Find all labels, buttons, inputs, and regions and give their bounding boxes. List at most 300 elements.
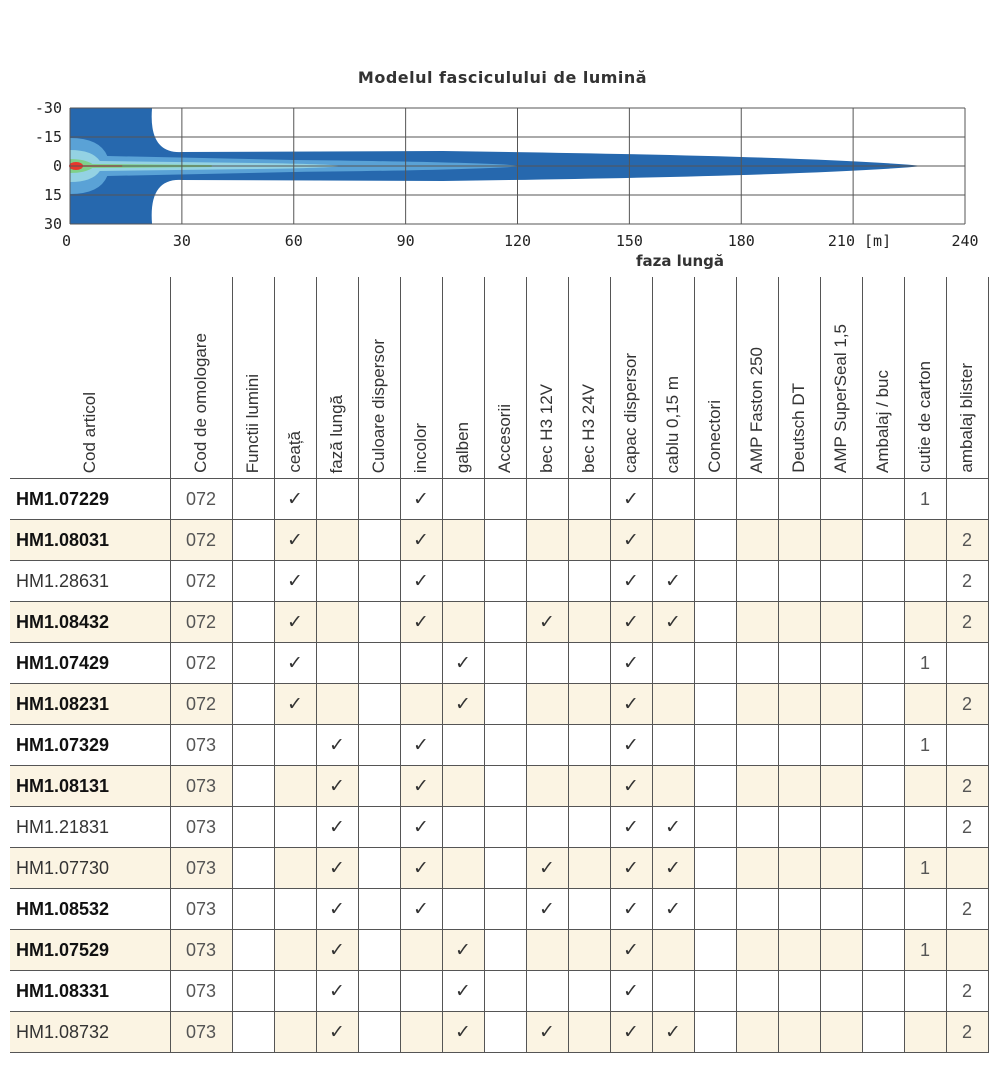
empty-cell (400, 930, 442, 971)
homologation-code: 073 (170, 971, 232, 1012)
empty-cell (568, 971, 610, 1012)
empty-cell (526, 561, 568, 602)
check-mark-icon: ✓ (652, 602, 694, 643)
empty-cell (778, 725, 820, 766)
empty-cell (568, 725, 610, 766)
empty-cell (736, 766, 778, 807)
check-mark-icon: ✓ (610, 520, 652, 561)
article-code: HM1.08432 (10, 602, 170, 643)
empty-cell (442, 561, 484, 602)
group-spacer-cell (358, 889, 400, 930)
empty-cell (946, 643, 988, 684)
y-tick-label: -15 (34, 128, 62, 146)
group-spacer-cell (862, 889, 904, 930)
group-spacer-cell (484, 1012, 526, 1053)
header-label: cutie de carton (915, 361, 934, 473)
group-spacer-cell (484, 602, 526, 643)
group-spacer-cell (862, 766, 904, 807)
package-quantity: 2 (946, 889, 988, 930)
check-mark-icon: ✓ (442, 971, 484, 1012)
table-row (10, 520, 988, 561)
product-spec-table (10, 277, 989, 1053)
header-label: galben (453, 421, 472, 473)
empty-cell (568, 684, 610, 725)
empty-cell (316, 479, 358, 520)
empty-cell (316, 684, 358, 725)
group-spacer-cell (694, 766, 736, 807)
empty-cell (778, 1012, 820, 1053)
article-code: HM1.08532 (10, 889, 170, 930)
empty-cell (736, 479, 778, 520)
table-row (10, 971, 988, 1012)
check-mark-icon: ✓ (610, 971, 652, 1012)
empty-cell (652, 930, 694, 971)
check-mark-icon: ✓ (652, 807, 694, 848)
header-label: incolor (411, 422, 430, 473)
beam-pattern-title: Modelul fasciculului de lumină (357, 68, 648, 87)
header-g5 (862, 277, 904, 479)
check-mark-icon: ✓ (652, 889, 694, 930)
empty-cell (736, 930, 778, 971)
empty-cell (652, 479, 694, 520)
empty-cell (736, 725, 778, 766)
group-spacer-cell (232, 602, 274, 643)
article-code: HM1.07329 (10, 725, 170, 766)
header-label: bec H3 12V (537, 384, 556, 473)
check-mark-icon: ✓ (400, 725, 442, 766)
group-spacer-cell (358, 602, 400, 643)
header-cablu (652, 277, 694, 479)
package-quantity: 2 (946, 766, 988, 807)
group-spacer-cell (694, 602, 736, 643)
empty-cell (736, 602, 778, 643)
header-label: ceață (285, 431, 304, 473)
group-spacer-cell (484, 766, 526, 807)
empty-cell (400, 971, 442, 1012)
empty-cell (526, 971, 568, 1012)
group-spacer-cell (358, 930, 400, 971)
group-spacer-cell (358, 971, 400, 1012)
empty-cell (778, 643, 820, 684)
header-label: bec H3 24V (579, 384, 598, 473)
homologation-code: 072 (170, 684, 232, 725)
article-code: HM1.08331 (10, 971, 170, 1012)
empty-cell (652, 725, 694, 766)
check-mark-icon: ✓ (442, 643, 484, 684)
empty-cell (568, 643, 610, 684)
check-mark-icon: ✓ (274, 520, 316, 561)
x-tick-label: 0 (62, 232, 72, 250)
y-tick-label: 15 (43, 186, 62, 204)
group-spacer-cell (358, 766, 400, 807)
group-spacer-cell (694, 1012, 736, 1053)
empty-cell (778, 930, 820, 971)
empty-cell (568, 561, 610, 602)
group-spacer-cell (862, 643, 904, 684)
empty-cell (442, 602, 484, 643)
group-spacer-cell (694, 807, 736, 848)
check-mark-icon: ✓ (316, 766, 358, 807)
group-spacer-cell (862, 725, 904, 766)
empty-cell (820, 930, 862, 971)
empty-cell (736, 643, 778, 684)
empty-cell (526, 643, 568, 684)
group-spacer-cell (232, 971, 274, 1012)
table-row (10, 684, 988, 725)
empty-cell (652, 520, 694, 561)
x-tick-label: 210 [m] (827, 232, 892, 250)
empty-cell (442, 725, 484, 766)
package-quantity: 1 (904, 725, 946, 766)
empty-cell (946, 848, 988, 889)
group-spacer-cell (694, 889, 736, 930)
package-quantity: 2 (946, 520, 988, 561)
x-tick-label: 60 (284, 232, 303, 250)
empty-cell (778, 766, 820, 807)
check-mark-icon: ✓ (652, 1012, 694, 1053)
empty-cell (274, 971, 316, 1012)
empty-cell (820, 602, 862, 643)
package-quantity: 2 (946, 561, 988, 602)
group-spacer-cell (232, 807, 274, 848)
header-galben (442, 277, 484, 479)
group-spacer-cell (484, 561, 526, 602)
check-mark-icon: ✓ (316, 971, 358, 1012)
check-mark-icon: ✓ (610, 602, 652, 643)
empty-cell (904, 520, 946, 561)
group-spacer-cell (862, 971, 904, 1012)
article-code: HM1.08031 (10, 520, 170, 561)
empty-cell (904, 807, 946, 848)
group-spacer-cell (484, 930, 526, 971)
article-code: HM1.07730 (10, 848, 170, 889)
empty-cell (526, 807, 568, 848)
header-label: Culoare dispersor (369, 338, 388, 473)
article-code: HM1.07429 (10, 643, 170, 684)
empty-cell (946, 930, 988, 971)
empty-cell (820, 971, 862, 1012)
group-spacer-cell (862, 520, 904, 561)
header-label: Deutsch DT (789, 383, 808, 473)
group-spacer-cell (484, 643, 526, 684)
empty-cell (526, 479, 568, 520)
check-mark-icon: ✓ (610, 725, 652, 766)
empty-cell (568, 1012, 610, 1053)
x-tick-label: 120 (503, 232, 532, 250)
group-spacer-cell (862, 602, 904, 643)
empty-cell (778, 684, 820, 725)
check-mark-icon: ✓ (316, 930, 358, 971)
check-mark-icon: ✓ (316, 807, 358, 848)
group-spacer-cell (484, 807, 526, 848)
table-row (10, 1012, 988, 1053)
group-spacer-cell (232, 643, 274, 684)
group-spacer-cell (358, 561, 400, 602)
header-faza (316, 277, 358, 479)
empty-cell (442, 889, 484, 930)
check-mark-icon: ✓ (610, 889, 652, 930)
empty-cell (820, 766, 862, 807)
group-spacer-cell (232, 479, 274, 520)
header-incolor (400, 277, 442, 479)
check-mark-icon: ✓ (274, 602, 316, 643)
empty-cell (736, 807, 778, 848)
check-mark-icon: ✓ (442, 930, 484, 971)
empty-cell (904, 971, 946, 1012)
empty-cell (568, 602, 610, 643)
group-spacer-cell (694, 971, 736, 1012)
header-g2 (358, 277, 400, 479)
x-tick-label: 90 (396, 232, 415, 250)
empty-cell (820, 725, 862, 766)
empty-cell (946, 479, 988, 520)
header-h3_24 (568, 277, 610, 479)
empty-cell (904, 602, 946, 643)
check-mark-icon: ✓ (400, 766, 442, 807)
table-header-row (10, 277, 988, 479)
check-mark-icon: ✓ (274, 684, 316, 725)
empty-cell (820, 561, 862, 602)
group-spacer-cell (694, 520, 736, 561)
check-mark-icon: ✓ (400, 520, 442, 561)
check-mark-icon: ✓ (316, 725, 358, 766)
group-spacer-cell (694, 561, 736, 602)
empty-cell (946, 725, 988, 766)
empty-cell (274, 807, 316, 848)
header-blister (946, 277, 988, 479)
group-spacer-cell (232, 930, 274, 971)
group-spacer-cell (484, 889, 526, 930)
homologation-code: 072 (170, 561, 232, 602)
group-spacer-cell (232, 1012, 274, 1053)
empty-cell (568, 930, 610, 971)
empty-cell (568, 848, 610, 889)
group-spacer-cell (484, 684, 526, 725)
check-mark-icon: ✓ (400, 602, 442, 643)
table-row (10, 930, 988, 971)
group-spacer-cell (694, 684, 736, 725)
group-spacer-cell (484, 520, 526, 561)
header-cutie (904, 277, 946, 479)
group-spacer-cell (358, 643, 400, 684)
check-mark-icon: ✓ (526, 1012, 568, 1053)
table-row (10, 602, 988, 643)
check-mark-icon: ✓ (400, 561, 442, 602)
homologation-code: 073 (170, 930, 232, 971)
header-capac (610, 277, 652, 479)
group-spacer-cell (862, 807, 904, 848)
empty-cell (274, 848, 316, 889)
table-row (10, 766, 988, 807)
homologation-code: 073 (170, 848, 232, 889)
empty-cell (778, 561, 820, 602)
header-label: cablu 0,15 m (663, 375, 682, 473)
table-row (10, 889, 988, 930)
check-mark-icon: ✓ (316, 848, 358, 889)
homologation-code: 072 (170, 479, 232, 520)
package-quantity: 1 (904, 479, 946, 520)
table-row (10, 561, 988, 602)
empty-cell (736, 1012, 778, 1053)
header-label: Cod de omologare (191, 333, 210, 473)
check-mark-icon: ✓ (652, 561, 694, 602)
empty-cell (274, 766, 316, 807)
group-spacer-cell (232, 725, 274, 766)
empty-cell (442, 520, 484, 561)
header-code (10, 277, 170, 479)
empty-cell (274, 889, 316, 930)
check-mark-icon: ✓ (316, 1012, 358, 1053)
check-mark-icon: ✓ (610, 684, 652, 725)
x-tick-label: 180 (727, 232, 755, 250)
homologation-code: 073 (170, 725, 232, 766)
group-spacer-cell (484, 479, 526, 520)
empty-cell (778, 848, 820, 889)
group-spacer-cell (862, 848, 904, 889)
check-mark-icon: ✓ (610, 643, 652, 684)
homologation-code: 073 (170, 766, 232, 807)
table-row (10, 848, 988, 889)
empty-cell (778, 602, 820, 643)
group-spacer-cell (232, 848, 274, 889)
empty-cell (526, 725, 568, 766)
header-superseal (820, 277, 862, 479)
empty-cell (820, 684, 862, 725)
package-quantity: 2 (946, 807, 988, 848)
check-mark-icon: ✓ (316, 889, 358, 930)
article-code: HM1.21831 (10, 807, 170, 848)
header-label: Ambalaj / buc (873, 370, 892, 473)
empty-cell (820, 807, 862, 848)
check-mark-icon: ✓ (274, 479, 316, 520)
header-label: Functii lumini (243, 373, 262, 473)
empty-cell (820, 520, 862, 561)
table-row (10, 807, 988, 848)
empty-cell (778, 520, 820, 561)
group-spacer-cell (484, 971, 526, 1012)
group-spacer-cell (694, 479, 736, 520)
empty-cell (568, 889, 610, 930)
check-mark-icon: ✓ (526, 602, 568, 643)
group-spacer-cell (358, 520, 400, 561)
header-label: capac dispersor (621, 352, 640, 473)
empty-cell (568, 520, 610, 561)
group-spacer-cell (862, 684, 904, 725)
check-mark-icon: ✓ (610, 479, 652, 520)
group-spacer-cell (232, 520, 274, 561)
empty-cell (400, 684, 442, 725)
empty-cell (568, 479, 610, 520)
empty-cell (652, 643, 694, 684)
empty-cell (736, 561, 778, 602)
check-mark-icon: ✓ (400, 889, 442, 930)
empty-cell (904, 766, 946, 807)
empty-cell (778, 889, 820, 930)
empty-cell (400, 643, 442, 684)
empty-cell (778, 971, 820, 1012)
group-spacer-cell (862, 930, 904, 971)
empty-cell (820, 889, 862, 930)
empty-cell (736, 520, 778, 561)
package-quantity: 2 (946, 602, 988, 643)
group-spacer-cell (232, 684, 274, 725)
empty-cell (904, 889, 946, 930)
group-spacer-cell (484, 848, 526, 889)
package-quantity: 1 (904, 643, 946, 684)
header-faston (736, 277, 778, 479)
homologation-code: 073 (170, 807, 232, 848)
check-mark-icon: ✓ (610, 848, 652, 889)
header-label: AMP Faston 250 (747, 346, 766, 473)
empty-cell (778, 807, 820, 848)
empty-cell (904, 684, 946, 725)
article-code: HM1.28631 (10, 561, 170, 602)
group-spacer-cell (232, 889, 274, 930)
table-row (10, 725, 988, 766)
empty-cell (568, 807, 610, 848)
group-spacer-cell (358, 848, 400, 889)
y-tick-label: -30 (34, 99, 62, 117)
group-spacer-cell (694, 643, 736, 684)
package-quantity: 1 (904, 848, 946, 889)
group-spacer-cell (358, 807, 400, 848)
table-row (10, 643, 988, 684)
empty-cell (568, 766, 610, 807)
check-mark-icon: ✓ (442, 1012, 484, 1053)
group-spacer-cell (358, 725, 400, 766)
empty-cell (736, 971, 778, 1012)
package-quantity: 2 (946, 971, 988, 1012)
check-mark-icon: ✓ (274, 561, 316, 602)
article-code: HM1.08131 (10, 766, 170, 807)
homologation-code: 073 (170, 1012, 232, 1053)
header-label: fază lungă (327, 394, 346, 473)
header-ceata (274, 277, 316, 479)
x-tick-label: 240 (951, 232, 979, 250)
empty-cell (904, 1012, 946, 1053)
empty-cell (820, 643, 862, 684)
header-homol (170, 277, 232, 479)
empty-cell (526, 520, 568, 561)
check-mark-icon: ✓ (526, 889, 568, 930)
empty-cell (442, 807, 484, 848)
article-code: HM1.07529 (10, 930, 170, 971)
check-mark-icon: ✓ (610, 807, 652, 848)
x-tick-label: 150 (615, 232, 643, 250)
header-label: ambalaj blister (957, 363, 976, 473)
empty-cell (442, 766, 484, 807)
header-deutsch (778, 277, 820, 479)
empty-cell (274, 725, 316, 766)
check-mark-icon: ✓ (610, 930, 652, 971)
group-spacer-cell (694, 930, 736, 971)
homologation-code: 072 (170, 602, 232, 643)
package-quantity: 1 (904, 930, 946, 971)
homologation-code: 072 (170, 643, 232, 684)
empty-cell (652, 766, 694, 807)
empty-cell (442, 848, 484, 889)
empty-cell (526, 684, 568, 725)
check-mark-icon: ✓ (652, 848, 694, 889)
y-tick-label: 30 (43, 215, 62, 233)
empty-cell (778, 479, 820, 520)
article-code: HM1.08231 (10, 684, 170, 725)
group-spacer-cell (862, 1012, 904, 1053)
header-g1 (232, 277, 274, 479)
group-spacer-cell (484, 725, 526, 766)
empty-cell (652, 684, 694, 725)
group-spacer-cell (358, 684, 400, 725)
